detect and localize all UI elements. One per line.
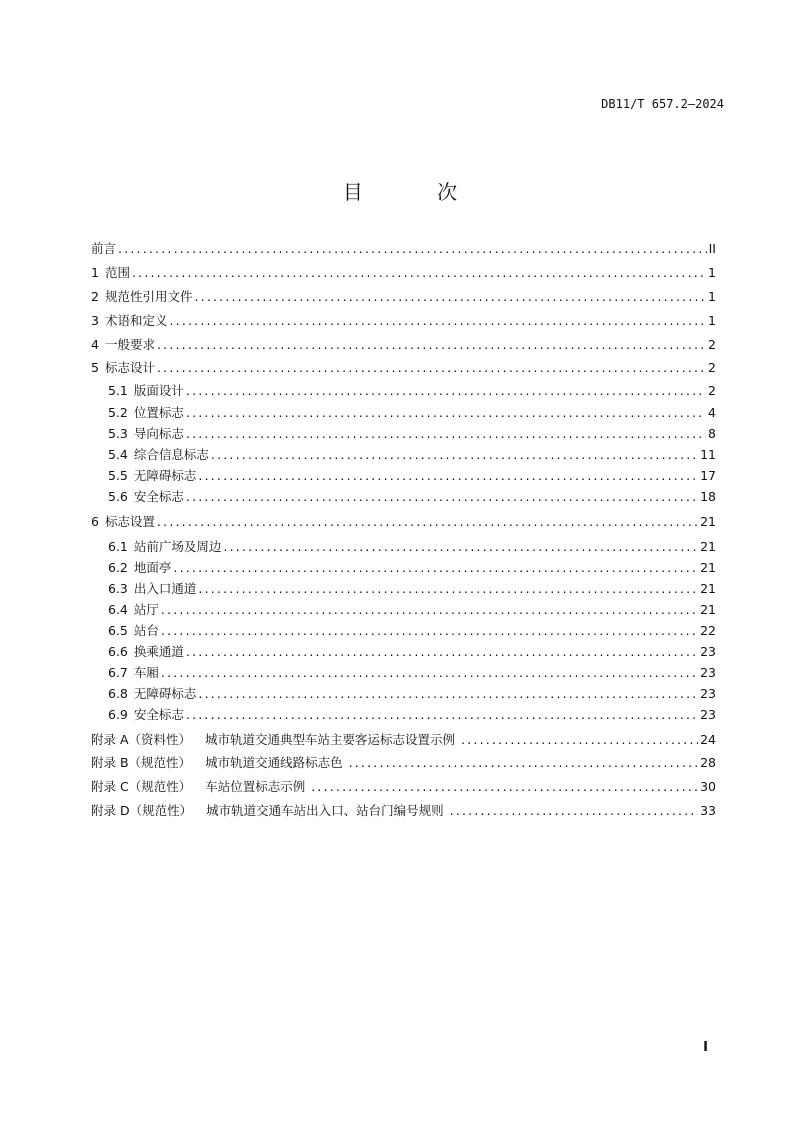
toc-entry[interactable] bbox=[108, 404, 716, 422]
toc-entry-number: 2 bbox=[91, 289, 99, 304]
toc-entry-title: 位置标志 bbox=[133, 405, 184, 420]
toc-entry-page: 23 bbox=[700, 665, 716, 680]
toc-appendix-entry[interactable] bbox=[91, 731, 716, 749]
toc-entry[interactable] bbox=[108, 643, 716, 661]
toc-entry-number: 6.7 bbox=[108, 665, 128, 680]
dot-leader bbox=[118, 240, 707, 258]
toc-entry-number: 5.3 bbox=[108, 426, 128, 441]
dot-leader bbox=[169, 312, 706, 330]
toc-entry-page: 23 bbox=[700, 707, 716, 722]
toc-entry[interactable] bbox=[108, 622, 716, 640]
toc-entry[interactable] bbox=[108, 382, 716, 400]
dot-leader bbox=[311, 778, 698, 796]
dot-leader bbox=[186, 643, 698, 661]
dot-leader bbox=[450, 802, 698, 820]
toc-entry-title: 站厅 bbox=[133, 602, 159, 617]
toc-entry-title: 术语和定义 bbox=[104, 313, 168, 328]
toc-appendix-entry[interactable] bbox=[91, 754, 716, 772]
toc-entry-number: 4 bbox=[91, 337, 99, 352]
toc-entry-title: 范围 bbox=[104, 265, 130, 280]
toc-entry-number: 5.5 bbox=[108, 468, 128, 483]
toc-entry-page: 4 bbox=[708, 405, 716, 420]
toc-entry-title: 标志设置 bbox=[104, 514, 155, 529]
toc-entry-page: 22 bbox=[700, 623, 716, 638]
toc-entry-number: 1 bbox=[91, 265, 99, 280]
toc-appendix-entry[interactable] bbox=[91, 802, 716, 820]
dot-leader bbox=[186, 425, 706, 443]
toc-entry[interactable] bbox=[108, 425, 716, 443]
toc-entry-title: 前言 bbox=[91, 241, 117, 256]
toc-entry-title: 站台 bbox=[133, 623, 159, 638]
toc-entry[interactable] bbox=[108, 538, 716, 556]
toc-entry-number: 5 bbox=[91, 360, 99, 375]
dot-leader bbox=[186, 488, 698, 506]
toc-entry-number: 6.3 bbox=[108, 581, 128, 596]
toc-entry-number: 6.5 bbox=[108, 623, 128, 638]
toc-entry-number: 6.4 bbox=[108, 602, 128, 617]
toc-entry[interactable] bbox=[91, 513, 716, 531]
dot-leader bbox=[186, 404, 706, 422]
dot-leader bbox=[211, 446, 698, 464]
dot-leader bbox=[186, 706, 698, 724]
toc-entry-page: 17 bbox=[700, 468, 716, 483]
toc-appendix-entry[interactable] bbox=[91, 778, 716, 796]
dot-leader bbox=[198, 580, 698, 598]
toc-entry-number: 6 bbox=[91, 514, 99, 529]
toc-entry-page: 21 bbox=[700, 539, 716, 554]
toc-entry-number: 5.4 bbox=[108, 447, 128, 462]
toc-entry-title: 地面亭 bbox=[133, 560, 172, 575]
appendix-title: 车站位置标志示例 bbox=[205, 779, 306, 794]
toc-entry[interactable] bbox=[108, 580, 716, 598]
toc-entry-page: II bbox=[708, 241, 716, 256]
toc-entry-title: 换乘通道 bbox=[133, 644, 184, 659]
toc-entry-page: 21 bbox=[700, 560, 716, 575]
appendix-title: 城市轨道交通典型车站主要客运标志设置示例 bbox=[205, 732, 456, 747]
appendix-label: 附录 A（资料性） bbox=[91, 732, 192, 747]
dot-leader bbox=[161, 664, 698, 682]
toc-entry-number: 6.6 bbox=[108, 644, 128, 659]
toc-entry-page: 23 bbox=[700, 644, 716, 659]
dot-leader bbox=[461, 731, 698, 749]
dot-leader bbox=[223, 538, 698, 556]
toc-entry[interactable] bbox=[108, 488, 716, 506]
dot-leader bbox=[173, 559, 698, 577]
dot-leader bbox=[132, 264, 706, 282]
appendix-label: 附录 C（规范性） bbox=[91, 779, 192, 794]
toc-entry-title: 规范性引用文件 bbox=[104, 289, 193, 304]
toc-entry[interactable] bbox=[91, 312, 716, 330]
toc-entry-number: 5.1 bbox=[108, 383, 128, 398]
toc-entry-page: 11 bbox=[700, 447, 716, 462]
standard-code: DB11/T 657.2—2024 bbox=[601, 97, 724, 111]
toc-entry-title: 车厢 bbox=[133, 665, 159, 680]
toc-entry-title: 综合信息标志 bbox=[133, 447, 209, 462]
toc-entry-number: 6.8 bbox=[108, 686, 128, 701]
appendix-label: 附录 B（规范性） bbox=[91, 755, 192, 770]
toc-entry-page: 1 bbox=[708, 289, 716, 304]
dot-leader bbox=[198, 467, 698, 485]
dot-leader bbox=[198, 685, 698, 703]
toc-entry-number: 3 bbox=[91, 313, 99, 328]
toc-entry[interactable] bbox=[108, 467, 716, 485]
toc-entry-title: 出入口通道 bbox=[133, 581, 197, 596]
toc-entry-title: 无障碍标志 bbox=[133, 468, 197, 483]
page-title: 目 次 bbox=[342, 180, 492, 204]
dot-leader bbox=[194, 288, 706, 306]
toc-entry-title: 版面设计 bbox=[133, 383, 184, 398]
toc-entry[interactable] bbox=[108, 559, 716, 577]
toc-entry-page: 1 bbox=[708, 313, 716, 328]
dot-leader bbox=[161, 601, 698, 619]
appendix-title: 城市轨道交通车站出入口、站台门编号规则 bbox=[206, 803, 444, 818]
toc-entry-number: 5.6 bbox=[108, 489, 128, 504]
toc-entry-page: 23 bbox=[700, 686, 716, 701]
appendix-page: 30 bbox=[700, 779, 716, 794]
toc-entry-page: 2 bbox=[708, 383, 716, 398]
appendix-page: 28 bbox=[700, 755, 716, 770]
toc-entry[interactable] bbox=[108, 446, 716, 464]
toc-entry-number: 6.9 bbox=[108, 707, 128, 722]
appendix-title: 城市轨道交通线路标志色 bbox=[205, 755, 343, 770]
toc-entry[interactable] bbox=[108, 706, 716, 724]
dot-leader bbox=[161, 622, 698, 640]
page-number: I bbox=[703, 1040, 708, 1055]
dot-leader bbox=[157, 336, 706, 354]
toc-entry-title: 安全标志 bbox=[133, 707, 184, 722]
toc-entry-page: 21 bbox=[700, 514, 716, 529]
toc-entry[interactable] bbox=[91, 264, 716, 282]
toc-entry[interactable] bbox=[91, 288, 716, 306]
dot-leader bbox=[349, 754, 699, 772]
toc-entry-title: 导向标志 bbox=[133, 426, 184, 441]
dot-leader bbox=[157, 359, 706, 377]
toc-entry-title: 无障碍标志 bbox=[133, 686, 197, 701]
appendix-page: 24 bbox=[700, 732, 716, 747]
dot-leader bbox=[186, 382, 706, 400]
toc-entry[interactable] bbox=[91, 359, 716, 377]
toc-entry-number: 5.2 bbox=[108, 405, 128, 420]
toc-entry[interactable] bbox=[91, 336, 716, 354]
toc-entry[interactable] bbox=[108, 685, 716, 703]
toc-entry-title: 标志设计 bbox=[104, 360, 155, 375]
toc-entry[interactable] bbox=[108, 601, 716, 619]
toc-entry-title: 安全标志 bbox=[133, 489, 184, 504]
toc-entry-page: 21 bbox=[700, 581, 716, 596]
toc-entry[interactable] bbox=[91, 240, 716, 258]
toc-entry-title: 一般要求 bbox=[104, 337, 155, 352]
toc-entry-page: 8 bbox=[708, 426, 716, 441]
toc-entry[interactable] bbox=[108, 664, 716, 682]
toc-entry-page: 1 bbox=[708, 265, 716, 280]
dot-leader bbox=[157, 513, 698, 531]
toc-entry-title: 站前广场及周边 bbox=[133, 539, 222, 554]
toc-entry-page: 2 bbox=[708, 360, 716, 375]
toc-entry-page: 18 bbox=[700, 489, 716, 504]
appendix-page: 33 bbox=[700, 803, 716, 818]
toc-entry-page: 21 bbox=[700, 602, 716, 617]
appendix-label: 附录 D（规范性） bbox=[91, 803, 193, 818]
toc-entry-page: 2 bbox=[708, 337, 716, 352]
toc-entry-number: 6.2 bbox=[108, 560, 128, 575]
toc-entry-number: 6.1 bbox=[108, 539, 128, 554]
